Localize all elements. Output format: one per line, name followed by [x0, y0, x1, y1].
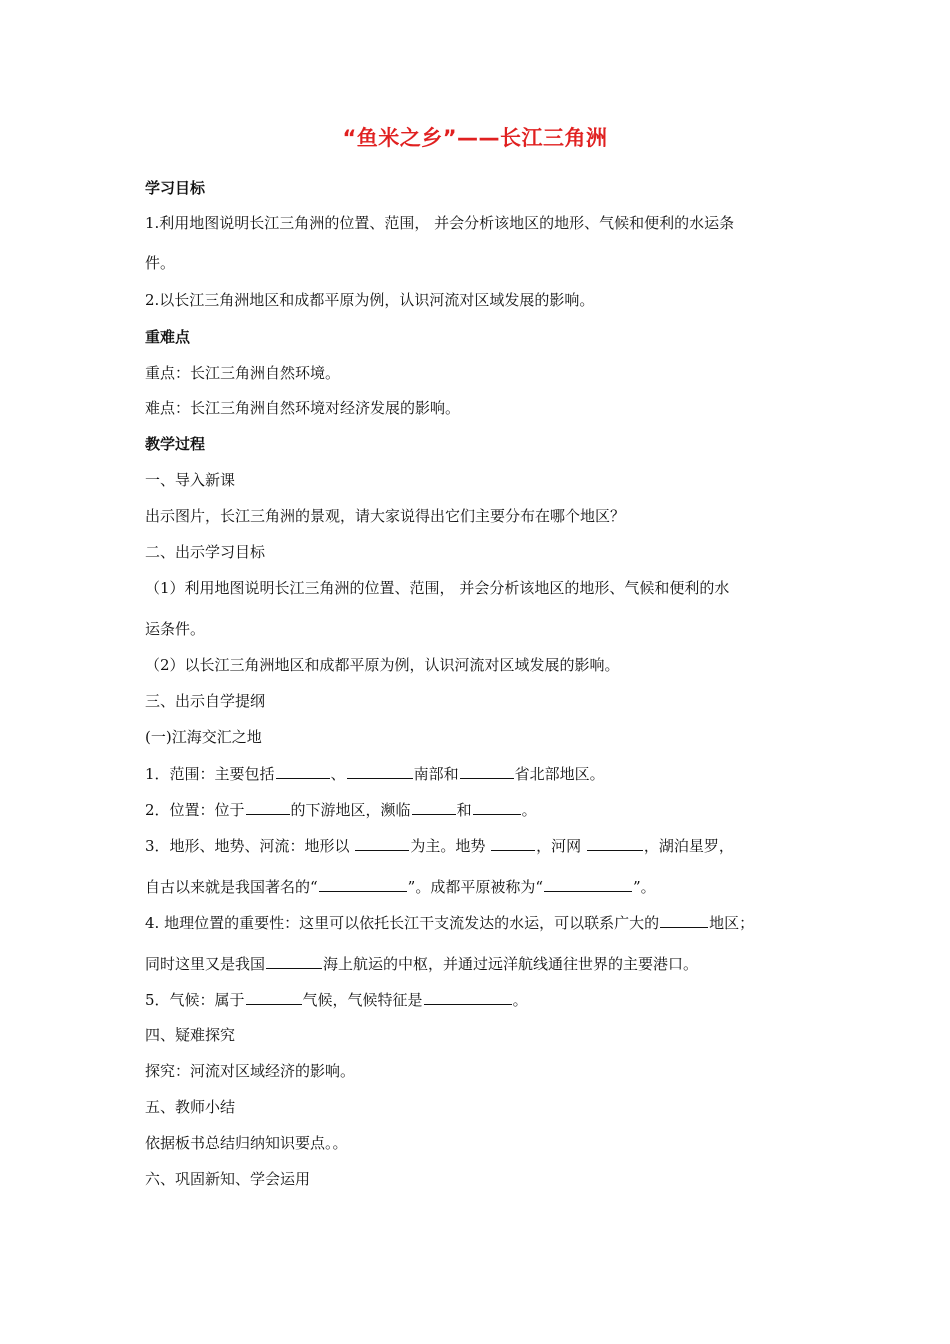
question-3-text: ”。: [633, 878, 656, 896]
question-4-line-1: [145, 912, 754, 933]
question-4-text: 地区；: [709, 914, 755, 932]
difficult-point: 难点：长江三角洲自然环境对经济发展的影响。: [145, 399, 461, 417]
fill-blank[interactable]: [544, 876, 632, 892]
question-5-text: 。: [512, 991, 528, 1009]
question-2-text: 。: [521, 801, 537, 819]
document-title: “鱼米之乡”——长江三角洲: [342, 126, 608, 150]
fill-blank[interactable]: [246, 989, 302, 1005]
heading-objectives: 学习目标: [145, 179, 206, 197]
section-1-heading: 一、导入新课: [145, 471, 236, 489]
section-5-text: 依据板书总结归纳知识要点。。: [145, 1134, 348, 1152]
fill-blank[interactable]: [473, 799, 521, 815]
heading-process: 教学过程: [145, 435, 206, 453]
question-3-text: 自古以来就是我国著名的“: [145, 878, 318, 896]
fill-blank[interactable]: [246, 799, 290, 815]
fill-blank[interactable]: [266, 953, 322, 969]
fill-blank[interactable]: [412, 799, 456, 815]
section-3-subheading: (一)江海交汇之地: [145, 728, 262, 746]
question-3-text: 为主。地势: [410, 837, 491, 855]
question-3-text: ，河网: [536, 837, 586, 855]
objective-1-line-2: 件。: [145, 254, 176, 272]
fill-blank[interactable]: [355, 835, 409, 851]
section-5-heading: 五、教师小结: [145, 1098, 236, 1116]
objective-1-line-1: 1.利用地图说明长江三角洲的位置、范围， 并会分析该地区的地形、气候和便利的水运条: [145, 214, 735, 232]
fill-blank[interactable]: [491, 835, 535, 851]
question-2-text: 和: [456, 801, 472, 819]
question-1-text: 、: [330, 765, 346, 783]
section-3-heading: 三、出示自学提纲: [145, 692, 266, 710]
fill-blank[interactable]: [319, 876, 407, 892]
section-2-item-2: （2）以长江三角洲地区和成都平原为例，认识河流对区域发展的影响。: [145, 656, 620, 674]
section-6-heading: 六、巩固新知、学会运用: [145, 1170, 311, 1188]
question-1: [145, 763, 605, 784]
fill-blank[interactable]: [587, 835, 643, 851]
question-1-text: 1．范围：主要包括: [145, 765, 275, 783]
objective-2: 2.以长江三角洲地区和成都平原为例，认识河流对区域发展的影响。: [145, 291, 595, 309]
question-2-text: 2．位置：位于: [145, 801, 245, 819]
question-3-text: ”。成都平原被称为“: [407, 878, 544, 896]
section-1-text: 出示图片，长江三角洲的景观，请大家说得出它们主要分布在哪个地区？: [145, 507, 626, 525]
section-2-item-1-line-2: 运条件。: [145, 620, 206, 638]
question-1-text: 南部和: [413, 765, 459, 783]
question-3-text: ，湖泊星罗，: [643, 837, 734, 855]
question-3-text: 3．地形、地势、河流：地形以: [145, 837, 355, 855]
question-2: [145, 799, 537, 820]
section-4-heading: 四、疑难探究: [145, 1026, 236, 1044]
fill-blank[interactable]: [347, 763, 413, 779]
question-1-text: 省北部地区。: [514, 765, 605, 783]
question-4-text: 同时这里又是我国: [145, 955, 266, 973]
question-5-text: 气候，气候特征是: [302, 991, 423, 1009]
heading-keypoints: 重难点: [145, 328, 191, 346]
question-5-text: 5．气候：属于: [145, 991, 245, 1009]
question-3-line-1: [145, 835, 734, 856]
fill-blank[interactable]: [460, 763, 514, 779]
fill-blank[interactable]: [660, 912, 708, 928]
fill-blank[interactable]: [276, 763, 330, 779]
key-point: 重点：长江三角洲自然环境。: [145, 364, 341, 382]
section-4-text: 探究：河流对区域经济的影响。: [145, 1062, 356, 1080]
section-2-item-1-line-1: （1）利用地图说明长江三角洲的位置、范围， 并会分析该地区的地形、气候和便利的水: [145, 579, 730, 597]
question-4-text: 4. 地理位置的重要性：这里可以依托长江干支流发达的水运，可以联系广大的: [145, 914, 660, 932]
question-5: [145, 989, 528, 1010]
question-2-text: 的下游地区，濒临: [290, 801, 411, 819]
question-3-line-2: [145, 876, 656, 897]
fill-blank[interactable]: [424, 989, 512, 1005]
section-2-heading: 二、出示学习目标: [145, 543, 266, 561]
question-4-text: 海上航运的中枢，并通过远洋航线通往世界的主要港口。: [323, 955, 699, 973]
question-4-line-2: [145, 953, 698, 974]
